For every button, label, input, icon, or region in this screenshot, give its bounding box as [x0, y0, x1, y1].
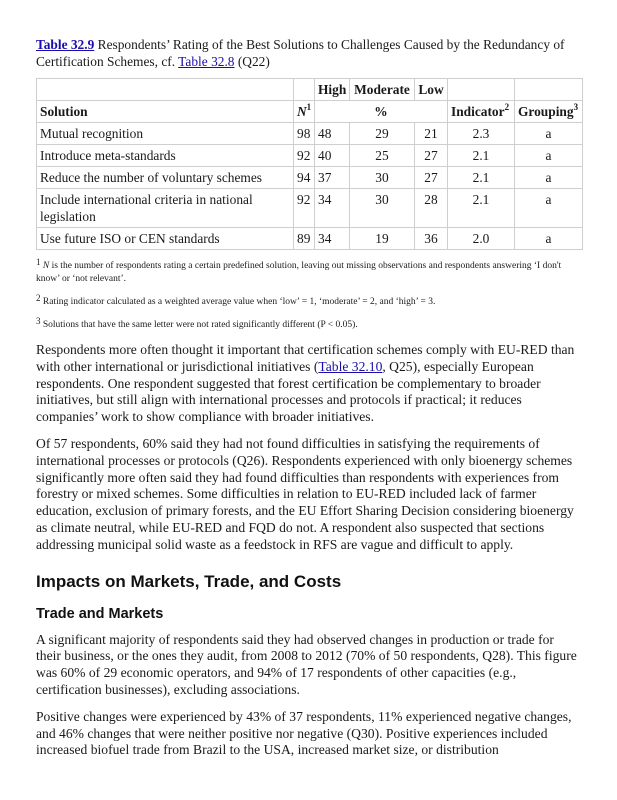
- section-heading: Impacts on Markets, Trade, and Costs: [36, 571, 342, 591]
- table-row: Include international criteria in national legislation 92 34 30 28 2.1 a: [37, 189, 583, 228]
- header-moderate: Moderate: [350, 79, 415, 101]
- header-indicator: Indicator$^2$: [448, 101, 515, 123]
- table-row: Introduce meta-standards 92 40 25 27 2.1 a: [37, 145, 583, 167]
- header-n: $N^1$: [294, 101, 315, 123]
- paragraph-2: Of 57 respondents, 60% said they had not found difficulties in satisfying the requirements of international processes or protocols (Q26). Respondents experienced with only bioenergy schemes significantly more often said they had found difficulties than respondents with experiences from forestry or mixed schemes. Some difficulties in relation to EU-RED included lack of farmer education, exclusion of primary forests, and the EU Effort Sharing Decision considering bioenergy as climate neutral, while EU-RED and FQD do not. A respondent also suspected that sections addressing municipal solid waste as a feedstock in RFS are vague and difficult to apply.: [36, 435, 574, 552]
- subsection-heading: Trade and Markets: [36, 605, 164, 622]
- header-low: Low: [415, 79, 448, 101]
- table-32-10-link[interactable]: Table 32.10: [318, 358, 383, 374]
- table-caption: [36, 36, 582, 70]
- header-high: High: [315, 79, 350, 101]
- document-page: [36, 36, 582, 759]
- table-ref-link[interactable]: Table 32.8: [178, 54, 235, 69]
- header-percent: %: [315, 101, 448, 123]
- table-header-row: [37, 101, 583, 123]
- header-grouping: Grouping$^3$: [515, 101, 583, 123]
- table-number-link[interactable]: Table 32.9: [36, 37, 95, 52]
- paragraph-3: A significant majority of respondents said they had observed changes in production or trade for their business, or the ones they audit, from 2008 to 2012 (70% of 50 respondents, Q28). This figure was 60% of 29 economic operators, and 94% of 17 respondents of other capacities (e.g., certification businesses), excluding associations.: [36, 631, 577, 697]
- footnote-3: $^3$ Solutions that have the same letter were not rated significantly different (P < 0.05).: [36, 316, 358, 330]
- paragraph-1: Respondents more often thought it important that certification schemes comply with EU-RED than with other international or jurisdictional initiatives (Table 32.10, Q25), especially European respondents. One respondent suggested that forest certification be complementary to broader initiatives, but still align with international processes and protocols if practical; it reduces companies’ work to show compliance with broader initiatives.: [36, 342, 575, 425]
- table-group-header-row: [37, 79, 583, 101]
- table-row: Mutual recognition 98 48 29 21 2.3 a: [37, 123, 583, 145]
- ratings-table: [36, 78, 583, 250]
- paragraph-4: Positive changes were experienced by 43% of 37 respondents, 11% experienced negative changes, and 46% changes that were neither positive nor negative (Q30). Positive experiences included increased biofuel trade from Brazil to the USA, increased market size, or distribution: [36, 708, 572, 758]
- caption-suffix: (Q22): [234, 54, 270, 69]
- header-solution: Solution: [37, 101, 294, 123]
- footnote-1: $^1$ N is the number of respondents rating a certain predefined solution, leaving out missing observations and respondents answering ‘I don't know’ or ‘not relevant’.: [36, 257, 562, 284]
- footnote-2: $^2$ Rating indicator calculated as a weighted average value when ‘low’ = 1, ‘moderate’ = 2, and ‘high’ = 3.: [36, 293, 436, 307]
- table-row: Reduce the number of voluntary schemes 94 37 30 27 2.1 a: [37, 167, 583, 189]
- table-row: Use future ISO or CEN standards 89 34 19 36 2.0 a: [37, 228, 583, 250]
- caption-text: Respondents’ Rating of the Best Solutions to Challenges Caused by the Redundancy of Certification Schemes, cf.: [36, 37, 565, 69]
